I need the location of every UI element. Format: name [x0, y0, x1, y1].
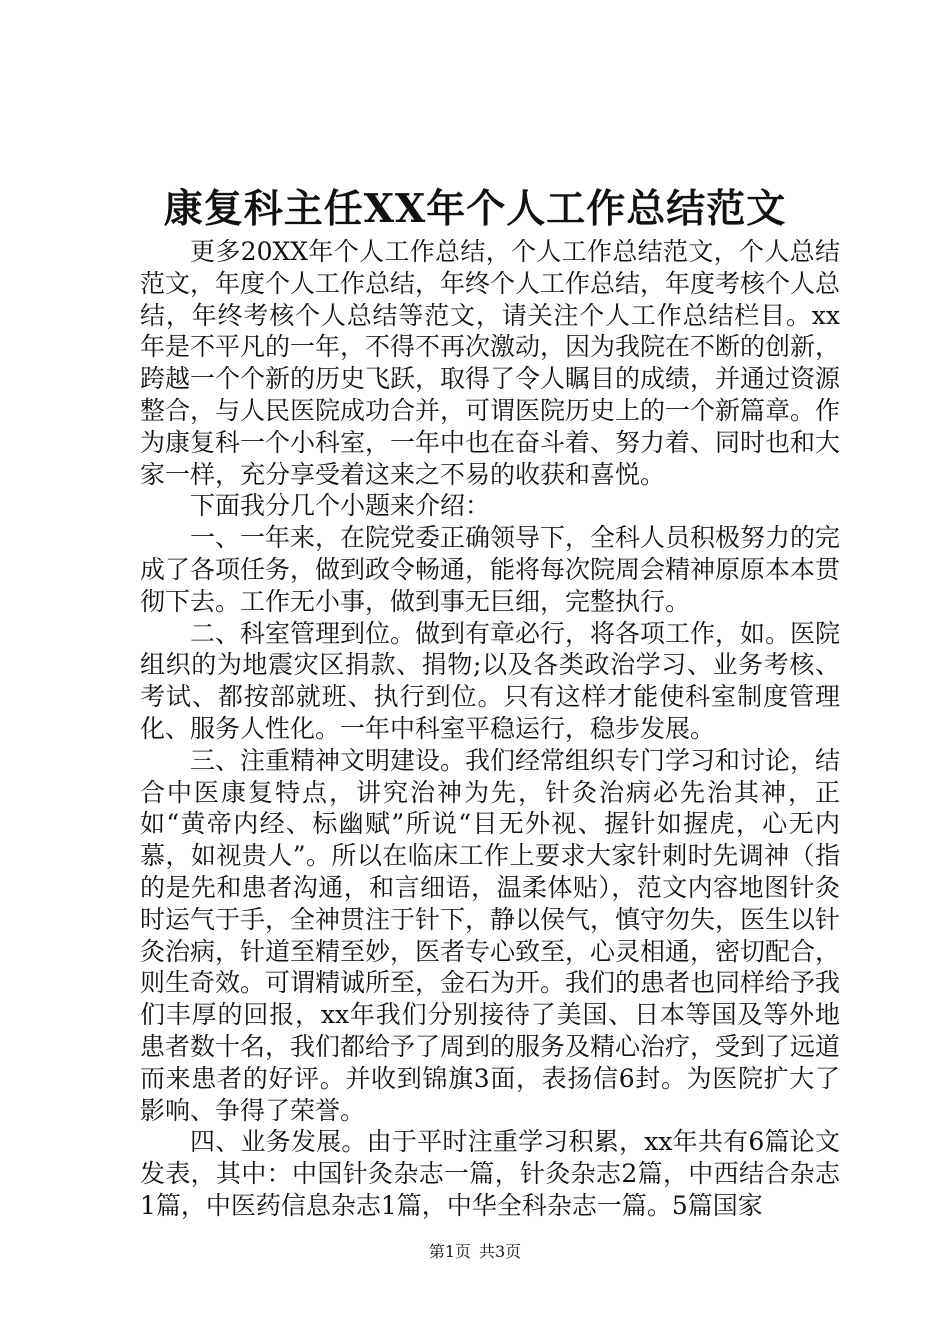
document-title: 康复科主任XX年个人工作总结范文	[163, 186, 787, 232]
paragraph-section-3: 三、注重精神文明建设。我们经常组织专门学习和讨论，结合中医康复特点，讲究治神为先，针灸治病必先治其神，正如“黄帝内经、标幽赋”所说“目无外视、握针如握虎，心无内慕，如视贵人”。所以在临床工作上要求大家针刺时先调神（指的是先和患者沟通，和言细语，温柔体贴），范文内容地图针灸时运气于手，全神贯注于针下，静以侯气，慎守勿失，医生以针灸治病，针道至精至妙，医者专心致至，心灵相通，密切配合，则生奇效。可谓精诚所至，金石为开。我们的患者也同样给予我们丰厚的回报，xx年我们分别接待了美国、日本等国及等外地患者数十名，我们都给予了周到的服务及精心治疗，受到了远道而来患者的好评。并收到锦旗3面，表扬信6封。为医院扩大了影响、争得了荣誉。	[140, 745, 841, 1125]
paragraph-section-1: 一、一年来，在院党委正确领导下，全科人员积极努力的完成了各项任务，做到政令畅通，能将每次院周会精神原原本本贯彻下去。工作无小事，做到事无巨细，完整执行。	[140, 523, 841, 616]
paragraph-section-2: 二、科室管理到位。做到有章必行，将各项工作，如。医院组织的为地震灾区捐款、捐物;以及各类政治学习、业务考核、考试、都按部就班、执行到位。只有这样才能使科室制度管理化、服务人性化。一年中科室平稳运行，稳步发展。	[140, 618, 841, 743]
page-number: 第1页	[428, 1242, 471, 1261]
paragraph-outline: 下面我分几个小题来介绍：	[190, 491, 491, 521]
page-footer	[0, 1240, 950, 1264]
paragraph-intro: 更多20XX年个人工作总结，个人工作总结范文，个人总结范文，年度个人工作总结，年终个人工作总结，年度考核个人总结，年终考核个人总结等范文，请关注个人工作总结栏目。xx年是不平凡的一年，不得不再次激动，因为我院在不断的创新，跨越一个个新的历史飞跃，取得了令人瞩目的成绩，并通过资源整合，与人民医院成功合并，可谓医院历史上的一个新篇章。作为康复科一个小科室，一年中也在奋斗着、努力着、同时也和大家一样，充分享受着这来之不易的收获和喜悦。	[140, 237, 841, 489]
page-total: 共3页	[479, 1242, 522, 1261]
paragraph-section-4: 四、业务发展。由于平时注重学习积累，xx年共有6篇论文发表，其中：中国针灸杂志一篇，针灸杂志2篇，中西结合杂志1篇，中医药信息杂志1篇，中华全科杂志一篇。5篇国家	[140, 1127, 840, 1220]
document-body	[140, 236, 840, 1222]
